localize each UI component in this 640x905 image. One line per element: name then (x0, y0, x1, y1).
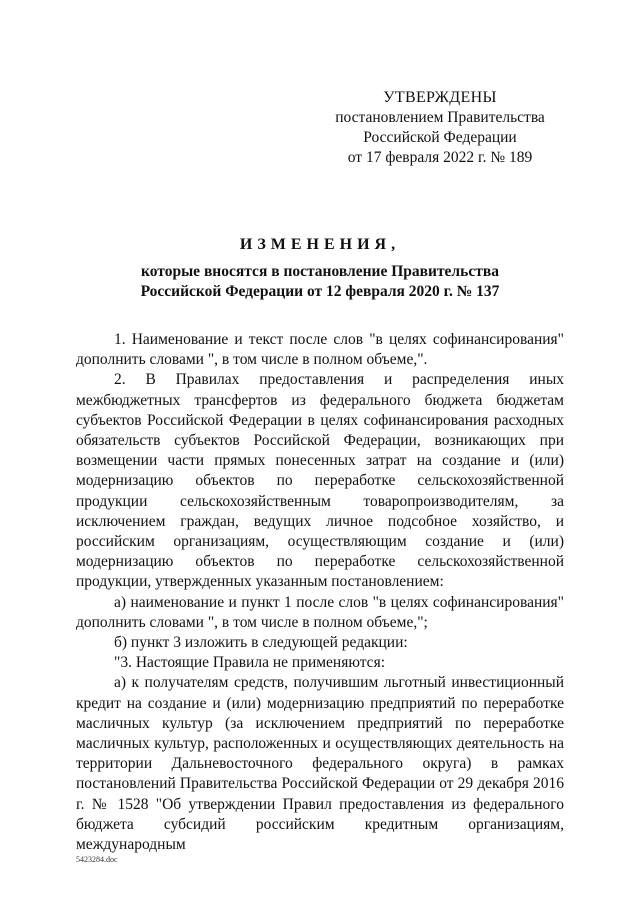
document-title: ИЗМЕНЕНИЯ, (239, 236, 401, 253)
subtitle-line-2: Российской Федерации от 12 февраля 2020 г. № 137 (140, 283, 500, 300)
paragraph-2b: б) пункт 3 изложить в следующей редакции: (114, 634, 408, 652)
paragraph-1: 1. Наименование и текст после слов "в целях софинансирования" дополнить словами ", в том числе в полном объеме,". (76, 331, 564, 369)
approval-line-3: от 17 февраля 2022 г. № 189 (347, 149, 533, 166)
approval-line-1: постановлением Правительства (335, 109, 545, 126)
approval-line-2: Российской Федерации (363, 129, 517, 146)
paragraph-2: 2. В Правилах предоставления и распределения иных межбюджетных трансфертов из федерального бюджета бюджетам субъектов Российской Федерации в целях софинансирования расходных обязательств субъектов Российской Федерации, возникающих при возмещении части прямых понесенных затрат на создание и (или) модернизацию объектов по переработке сельскохозяйственной продукции сельскохозяйственным товаропроизводителям, за исключением граждан, ведущих личное подсобное хозяйство, и российским организациям, осуществляющим создание и (или) модернизацию объектов по переработке сельскохозяйственной продукции, утвержденных указанным постановлением: (76, 371, 564, 591)
file-reference: 5423284.doc (76, 855, 118, 864)
paragraph-2a: а) наименование и пункт 1 после слов "в целях софинансирования" дополнить словами ", в том числе в полном объеме,"; (76, 593, 564, 631)
paragraph-quote-3a: а) к получателям средств, получившим льготный инвестиционный кредит на создание и (или) модернизацию предприятий по переработке масличных культур (за исключением предприятий по переработке масличных культур, расположенных и осуществляющих деятельность на территории Дальневосточного федерального округа) в рамках постановлений Правительства Российской Федерации от 29 декабря 2016 г. № 1528 "Об утверждении Правил предоставления из федерального бюджета субсидий российским кредитным организациям, международным (76, 674, 564, 854)
approval-heading: УТВЕРЖДЕНЫ (383, 89, 497, 106)
approval-block (330, 88, 550, 168)
paragraph-quote-3: "3. Настоящие Правила не применяются: (114, 654, 386, 672)
document-body (76, 330, 564, 855)
subtitle-line-1: которые вносятся в постановление Правительства (141, 263, 499, 280)
document-subtitle (0, 262, 640, 302)
